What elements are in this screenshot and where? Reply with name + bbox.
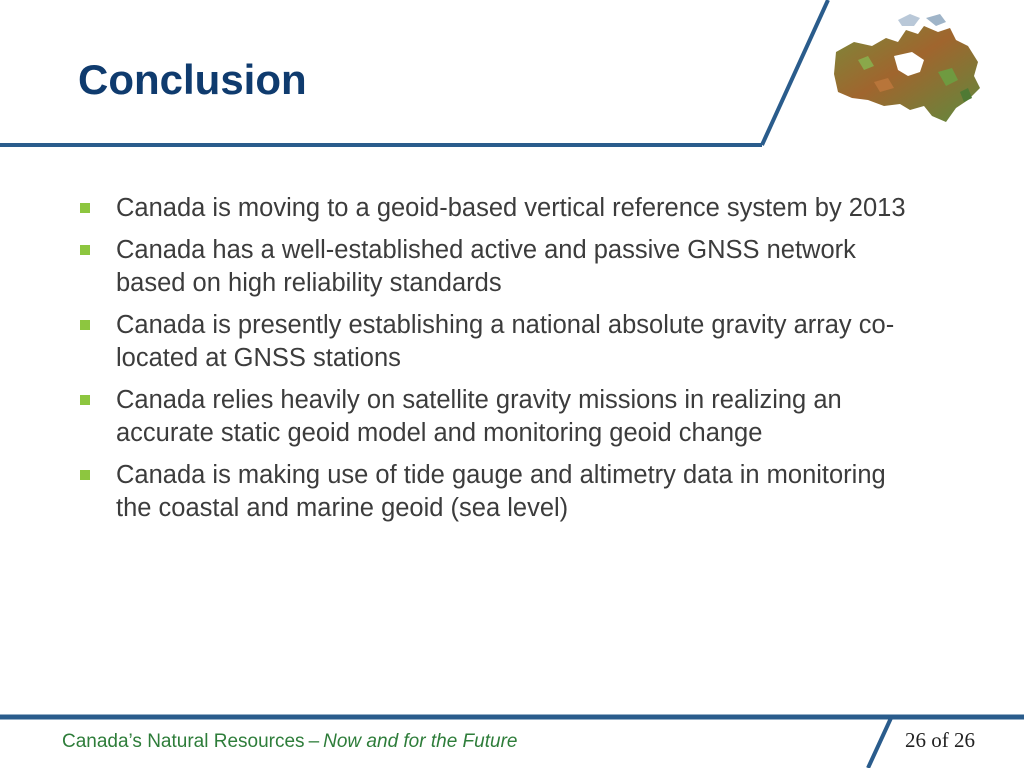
bullet-item	[78, 234, 908, 300]
square-bullet-icon	[80, 470, 90, 480]
footer-slogan: Now and for the Future	[323, 731, 518, 752]
square-bullet-icon	[80, 395, 90, 405]
bullet-item	[78, 459, 908, 525]
bullet-item	[78, 384, 908, 450]
bullet-item	[78, 309, 908, 375]
footer-tagline	[62, 731, 517, 753]
footer-org: Canada’s Natural Resources	[62, 731, 305, 752]
bullet-text: Canada is moving to a geoid-based vertical reference system by 2013	[116, 194, 906, 222]
square-bullet-icon	[80, 320, 90, 330]
square-bullet-icon	[80, 245, 90, 255]
bullet-text: Canada is presently establishing a national absolute gravity array co-located at GNSS stations	[116, 311, 895, 372]
bullet-item	[78, 192, 908, 225]
bullet-text: Canada relies heavily on satellite gravity missions in realizing an accurate static geoid model and monitoring geoid change	[116, 386, 842, 447]
canada-map-icon	[828, 12, 986, 130]
square-bullet-icon	[80, 203, 90, 213]
bullet-list	[78, 192, 908, 534]
bullet-text: Canada is making use of tide gauge and altimetry data in monitoring the coastal and marine geoid (sea level)	[116, 461, 886, 522]
page-number: 26 of 26	[905, 728, 975, 752]
bullet-text: Canada has a well-established active and passive GNSS network based on high reliability standards	[116, 236, 856, 297]
footer-separator: –	[308, 731, 320, 752]
slide-title: Conclusion	[78, 56, 307, 103]
